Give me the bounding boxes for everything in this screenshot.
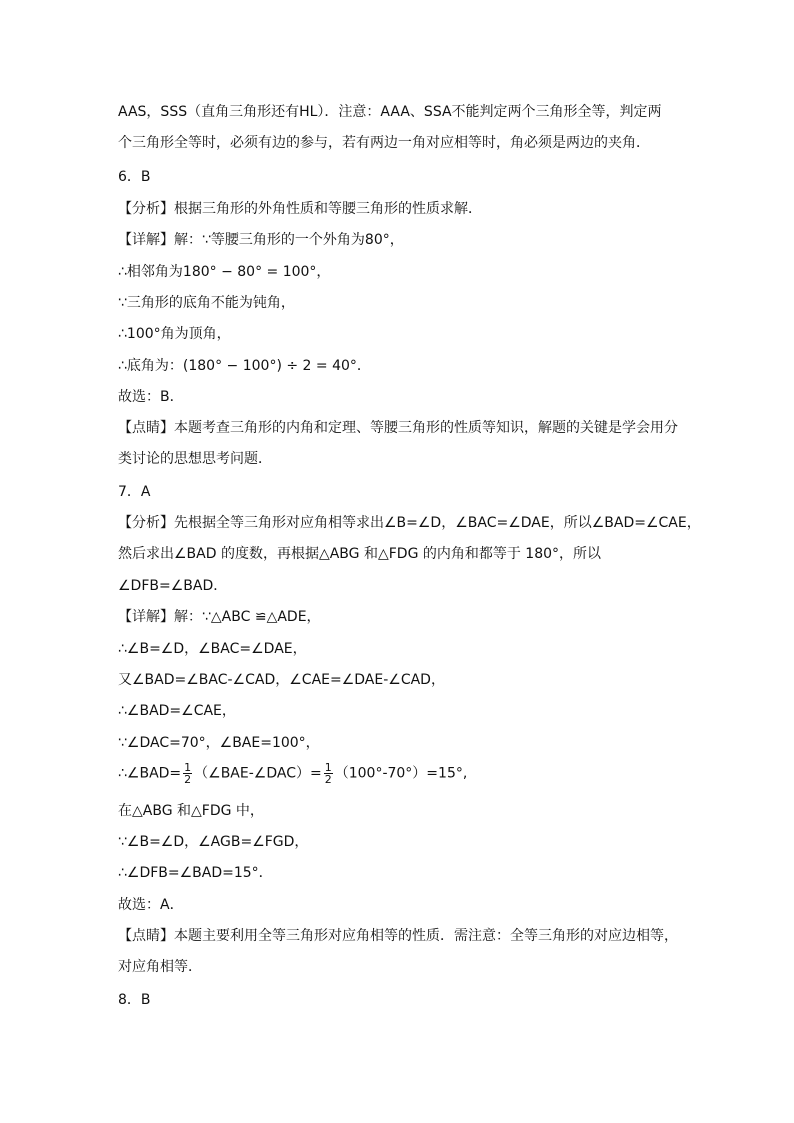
text-line: ∴100°角为顶角， [118,326,231,342]
answer-7: 7．A [118,484,151,500]
fraction-numerator: 1 [184,761,192,774]
text-line: 对应角相等． [118,959,202,975]
eq-part: （100°-70°）=15°, [334,765,468,782]
comment-7: 【点睛】本题主要利用全等三角形对应角相等的性质．需注意：全等三角形的对应边相等， [118,928,678,944]
text-line: 个三角形全等时，必须有边的参与，若有两边一角对应相等时，角必须是两边的夹角． [118,135,650,151]
fraction-denominator: 2 [184,773,192,786]
fraction-numerator: 1 [324,761,332,774]
text-line: ∠DFB=∠BAD． [118,578,228,594]
solution-6: 【详解】解：∵等腰三角形的一个外角为80°， [118,232,404,248]
text-line: 类讨论的思想思考问题． [118,451,272,467]
text-line: ∵∠B=∠D，∠AGB=∠FGD， [118,834,309,850]
solution-7: 【详解】解：∵△ABC ≌△ADE， [118,609,321,625]
text-line: ∵∠DAC=70°，∠BAE=100°， [118,735,320,751]
text-line: ∴相邻角为180° − 80° = 100°， [118,264,331,280]
fraction-denominator: 2 [324,773,332,786]
comment-6: 【点睛】本题考查三角形的内角和定理、等腰三角形的性质等知识，解题的关键是学会用分 [118,420,678,436]
text-line: ∴∠B=∠D，∠BAC=∠DAE， [118,641,307,657]
text-line: ∵三角形的底角不能为钝角， [118,295,295,311]
text-line: ∴∠DFB=∠BAD=15°． [118,865,273,881]
answer-8: 8．B [118,992,151,1008]
text-line: ∴∠BAD=∠CAE， [118,703,236,719]
choice-7: 故选：A． [118,897,184,913]
fraction [324,762,333,785]
text-line: 在△ABG 和△FDG 中， [118,803,264,819]
eq-part: （∠BAE-∠DAC）= [194,765,322,782]
fraction-equation-line [118,762,694,785]
text-line: 又∠BAD=∠BAC-∠CAD，∠CAE=∠DAE-∠CAD， [118,672,445,688]
text-line: ∴底角为：(180° − 100°) ÷ 2 = 40°． [118,358,371,374]
text-line: AAS，SSS（直角三角形还有HL）．注意：AAA、SSA不能判定两个三角形全等，判定两 [118,104,662,120]
analysis-7: 【分析】先根据全等三角形对应角相等求出∠B=∠D，∠BAC=∠DAE，所以∠BAD=∠CAE， [118,515,701,531]
answer-6: 6．B [118,169,151,185]
choice-6: 故选：B． [118,389,184,405]
eq-part: ∴∠BAD= [118,765,182,782]
text-line: 然后求出∠BAD 的度数，再根据△ABG 和△FDG 的内角和都等于 180°，所以 [118,546,602,562]
analysis-6: 【分析】根据三角形的外角性质和等腰三角形的性质求解． [118,201,482,217]
fraction [183,762,192,785]
